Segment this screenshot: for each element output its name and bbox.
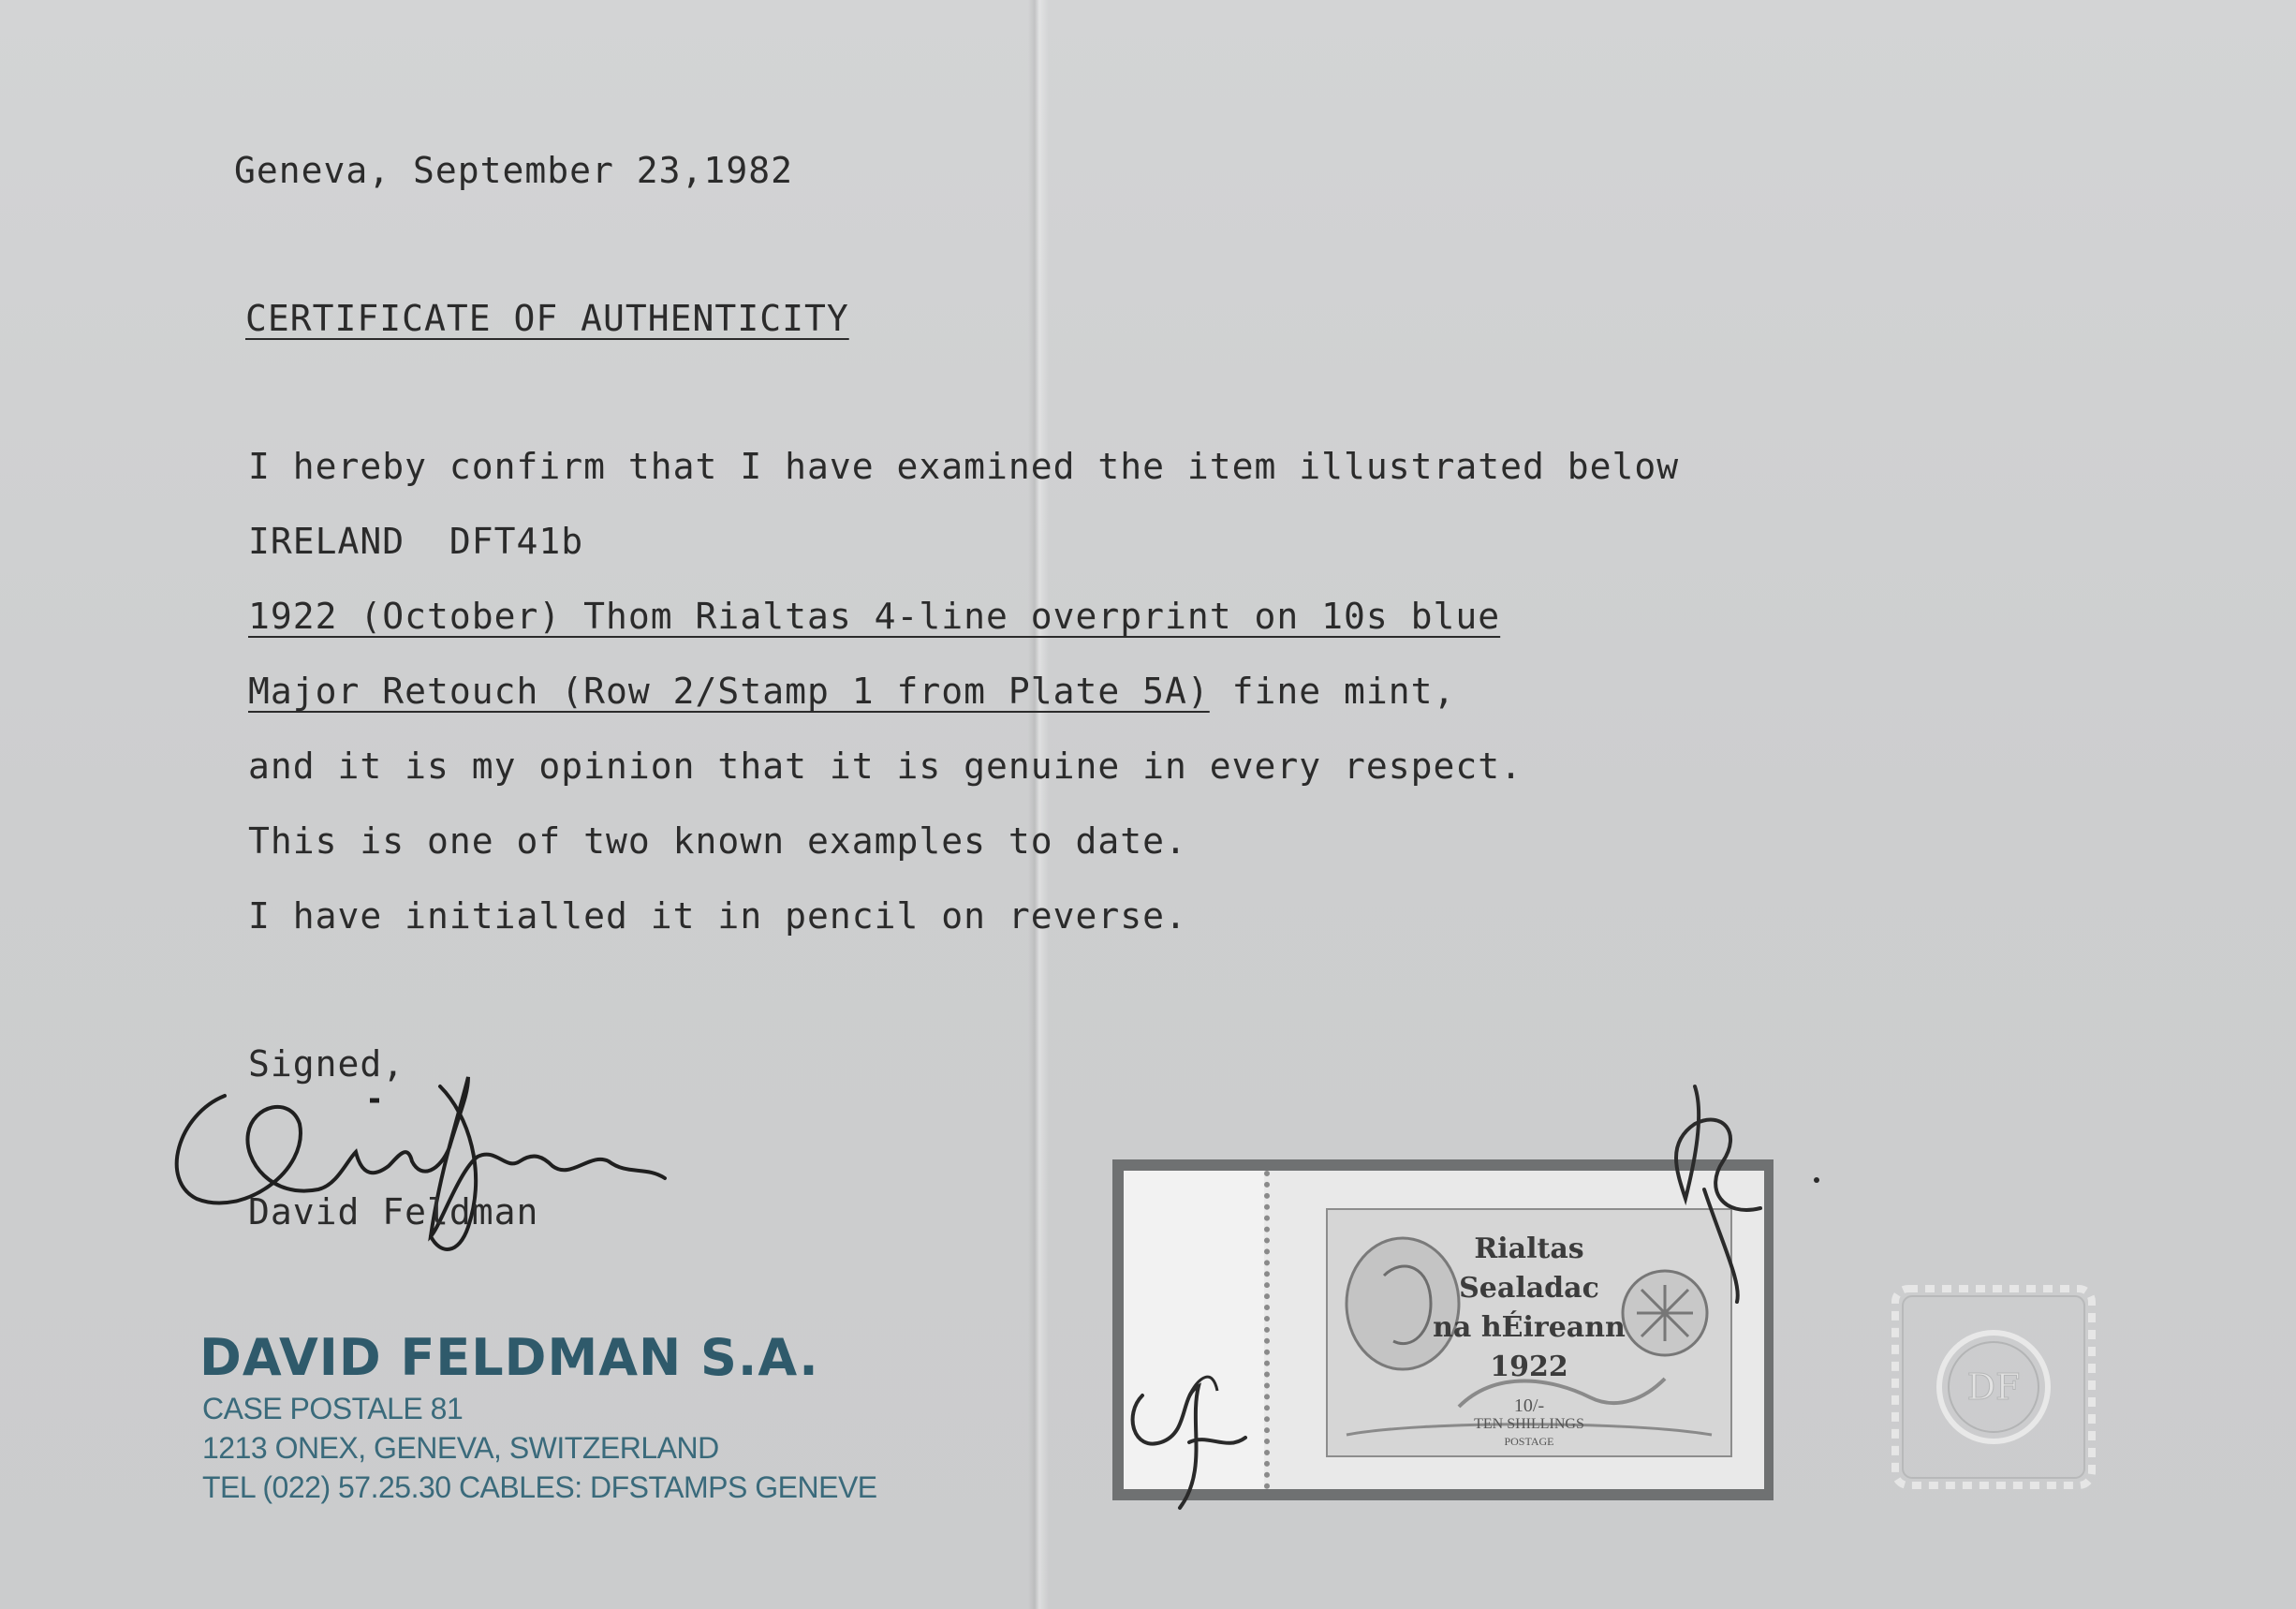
body-line-1: I hereby confirm that I have examined the item illustrated below	[248, 446, 1680, 487]
initials-marks	[1049, 1058, 1845, 1564]
body-line-4	[248, 671, 1455, 712]
overprint-line-3: na hÉireann	[1433, 1311, 1626, 1344]
signed-label: Signed,	[248, 1043, 405, 1085]
place-date: Geneva, September 23,1982	[234, 150, 793, 191]
overprint-line-2: Sealadac	[1459, 1272, 1599, 1305]
company-contact: TEL (022) 57.25.30 CABLES: DFSTAMPS GENEVE	[202, 1470, 877, 1504]
body-line-4-underlined: Major Retouch (Row 2/Stamp 1 from Plate 5A)	[248, 671, 1210, 712]
body-line-4-rest: fine mint,	[1209, 671, 1456, 712]
company-address-2: 1213 ONEX, GENEVA, SWITZERLAND	[202, 1431, 719, 1465]
emboss-graphic	[1890, 1283, 2097, 1491]
body-line-5: and it is my opinion that it is genuine in every respect.	[248, 745, 1523, 787]
stamp-value: 10/-	[1513, 1395, 1545, 1416]
emboss-text: DF	[1966, 1366, 2021, 1408]
overprint-line-4: 1922	[1490, 1351, 1568, 1383]
body-line-3: 1922 (October) Thom Rialtas 4-line overprint on 10s blue	[248, 596, 1501, 637]
body-line-7: I have initialled it in pencil on reverse.	[248, 895, 1187, 937]
overprint-line-1: Rialtas	[1474, 1233, 1584, 1265]
certificate-title: CERTIFICATE OF AUTHENTICITY	[245, 298, 849, 339]
signer-name: David Feldman	[248, 1191, 539, 1233]
company-name: DAVID FELDMAN S.A.	[199, 1328, 819, 1387]
company-address-1: CASE POSTALE 81	[202, 1392, 464, 1425]
stamp-postage: POSTAGE	[1504, 1435, 1554, 1448]
body-line-6: This is one of two known examples to date.	[248, 820, 1187, 862]
stamp-denomination: TEN SHILLINGS	[1474, 1416, 1584, 1432]
body-line-2: IRELAND DFT41b	[248, 521, 584, 562]
embossed-seal	[1890, 1283, 2097, 1491]
signature-image	[159, 1058, 684, 1274]
